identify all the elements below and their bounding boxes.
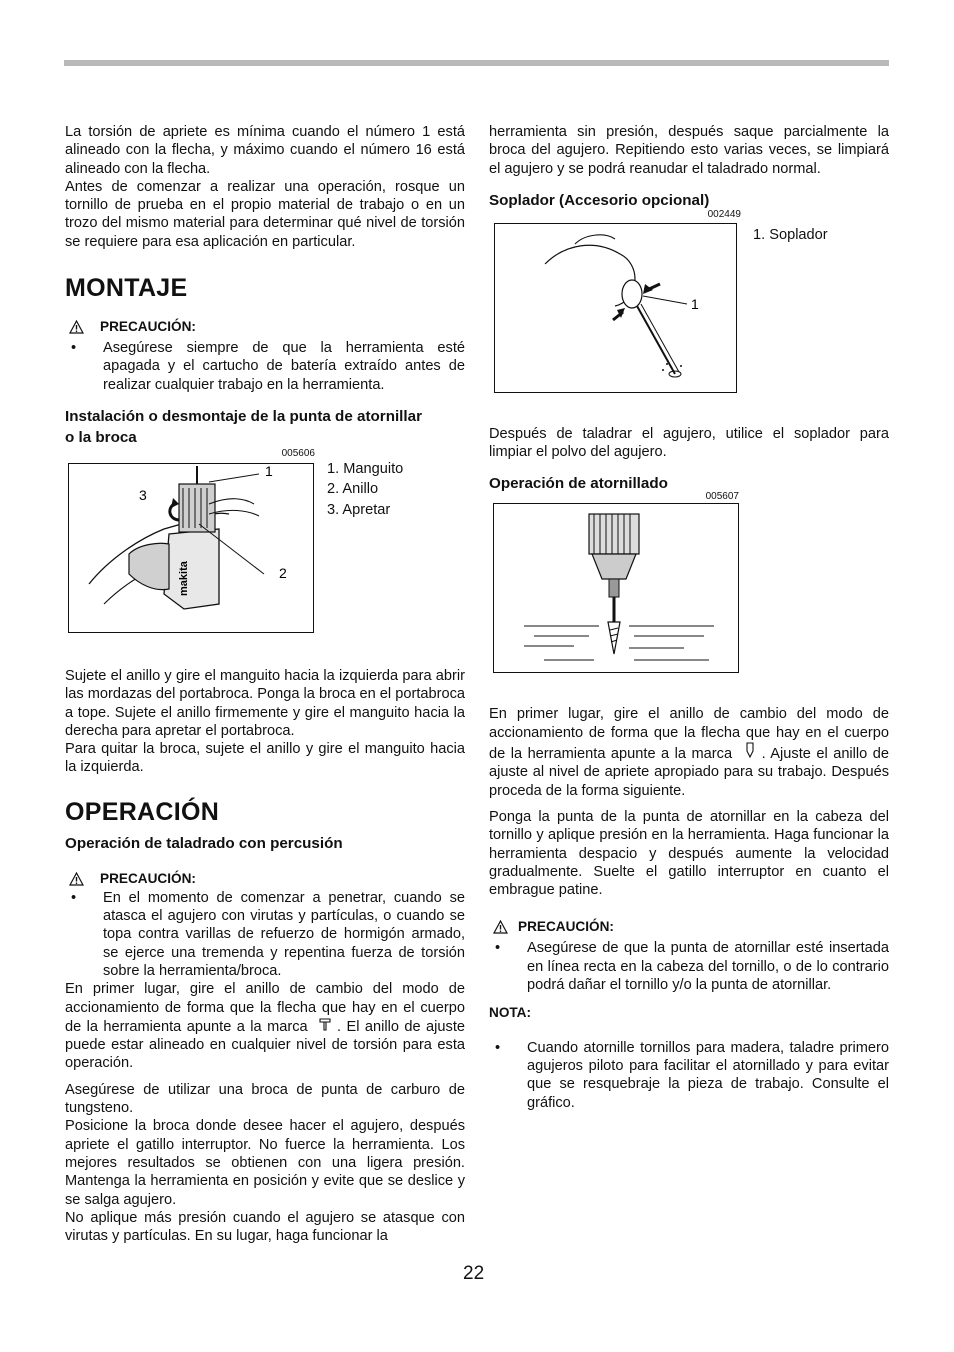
percussion-heading: Operación de taladrado con percusión [65,834,343,852]
note-bullets [489,1039,889,1112]
screw-mode-icon [738,742,762,763]
montaje-title: MONTAJE [65,274,188,303]
callout-1: 1 [265,463,273,479]
text-span: En primer lugar, gire el anillo de cambio del modo de accionamiento de forma que la flecha que hay en el cuerpo de la herramienta apunte a la marca [65,981,465,1035]
caution-header [65,317,465,337]
screwdriving-illustration [494,504,737,671]
screw-paragraph-1 [489,705,889,799]
figure-legend-item: 1. Soplador [753,226,828,243]
warning-triangle-icon [69,320,84,334]
caution-label: PRECAUCIÓN: [518,919,614,935]
blower-heading: Soplador (Accesorio opcional) [489,191,710,209]
text-span: . El anillo de ajuste puede estar alineado en cualquier nivel de torsión para esta operación. [65,1018,465,1072]
callout-1: 1 [691,295,699,312]
warning-triangle-icon [493,920,508,934]
figure-code: 002449 [707,208,741,220]
legend-item: 3. Apretar [327,501,391,518]
percussion-paragraph-3: Posicione la broca donde desee hacer el agujero, después apriete el gatillo interruptor. No fuerce la herramienta. Los mejores resultados se obtienen con una ligera presión. Mantenga la herramienta en posición y evite que se deslice y se salga agujero. [65,1118,465,1208]
list-item: • Cuando atornille tornillos para madera, taladre primero agujeros piloto para facilitar el atornillado y para evitar que se resquebraje la pieza de trabajo. Consulte el gráfico. [489,1039,889,1112]
caution-header [489,917,889,937]
caution-header [65,869,465,889]
figure-legend [327,459,403,521]
blower-illustration [495,224,735,391]
figure-screwdriving [493,503,739,673]
install-paragraph-1: Sujete el anillo y gire el manguito hacia la izquierda para abrir las mordazas del portabroca. Ponga la broca en el portabroca a tope. Sujete el anillo firmemente y gire el manguito hacia la derecha para apretar el portabroca. [65,667,465,739]
note-label: NOTA: [489,1005,532,1021]
right-column [489,123,889,1112]
intro-paragraph-2: Antes de comenzar a realizar una operación, rosque un tornillo de prueba en el propio material de trabajo o en un trozo del mismo material para determinar qué nivel de torsión se requiere para esa aplicación en particular. [65,178,465,250]
text-span: En primer lugar, gire el anillo de cambio del modo de accionamiento de forma que la flecha que hay en el cuerpo de la herramienta apunte a la marca [489,706,889,763]
screw-heading: Operación de atornillado [489,475,668,493]
list-item: • Asegúrese de que la punta de atornillar esté insertada en línea recta en la cabeza del tornillo, o de lo contrario podrá dañar el tornillo y/o la punta de atornillar. [489,939,889,994]
operacion-title: OPERACIÓN [65,797,220,826]
legend-item: 1. Manguito [327,460,404,477]
percussion-paragraph-1 [65,980,465,1072]
intro-paragraph-1: La torsión de apriete es mínima cuando el número 1 está alineado con la flecha, y máximo cuando el número 16 está alineado con la flecha. [65,124,465,177]
percussion-bullets [65,889,465,980]
caution-label: PRECAUCIÓN: [100,870,196,886]
install-heading: Instalación o desmontaje de la punta de atornillar o la broca [65,407,422,446]
percussion-paragraph-4: No aplique más presión cuando el agujero se atasque con virutas y partículas. En su lugar, haga funcionar la [65,1209,465,1245]
header-rule [64,60,889,66]
legend-item: 2. Anillo [327,481,379,498]
montaje-bullets [65,339,465,394]
page-number: 22 [463,1263,485,1284]
list-item: • Asegúrese siempre de que la herramienta esté apagada y el cartucho de batería extraído antes de realizar cualquier trabajo en la herramienta. [65,339,465,394]
text-span: . Ajuste el anillo de ajuste al nivel de apriete apropiado para su trabajo. Después proceda de la forma siguiente. [489,746,889,799]
figure-code: 005607 [705,491,739,503]
screw-paragraph-2: Ponga la punta de la punta de atornillar en la cabeza del tornillo y aplique presión en la herramienta. Haga funcionar la herramienta despacio y después aumente la velocidad gradualmente. Suelte el gatillo interruptor en cuanto el embrague patine. [489,808,889,899]
callout-3: 3 [139,486,147,503]
install-paragraph-2: Para quitar la broca, sujete el anillo y gire el manguito hacia la izquierda. [65,741,465,776]
figure-code: 005606 [281,447,315,459]
percussion-paragraph-2: Asegúrese de utilizar una broca de punta de carburo de tungsteno. [65,1081,465,1117]
callout-2: 2 [279,564,287,581]
list-item: • En el momento de comenzar a penetrar, cuando se atasca el agujero con virutas y partículas, o cuando se topa contra varillas de refuerzo de hormigón armado, se ejerce una tremenda y repentina fuerza de torsión sobre la herramienta/broca. [65,889,465,980]
figure-blower [494,223,737,393]
hammer-mode-icon [313,1017,337,1036]
continued-paragraph: herramienta sin presión, después saque parcialmente la broca del agujero. Repitiendo esto varias veces, se limpiará el agujero y se podrá reanudar el taladrado normal. [489,124,889,177]
caution-label: PRECAUCIÓN: [100,318,196,334]
warning-triangle-icon [69,872,84,886]
brand-logo: makita [178,561,190,596]
screw-caution-bullets [489,939,889,994]
blower-paragraph: Después de taladrar el agujero, utilice el soplador para limpiar el polvo del agujero. [489,425,889,461]
left-column [65,123,465,1245]
drill-chuck-illustration [69,464,312,631]
figure-drill-chuck [68,463,314,633]
